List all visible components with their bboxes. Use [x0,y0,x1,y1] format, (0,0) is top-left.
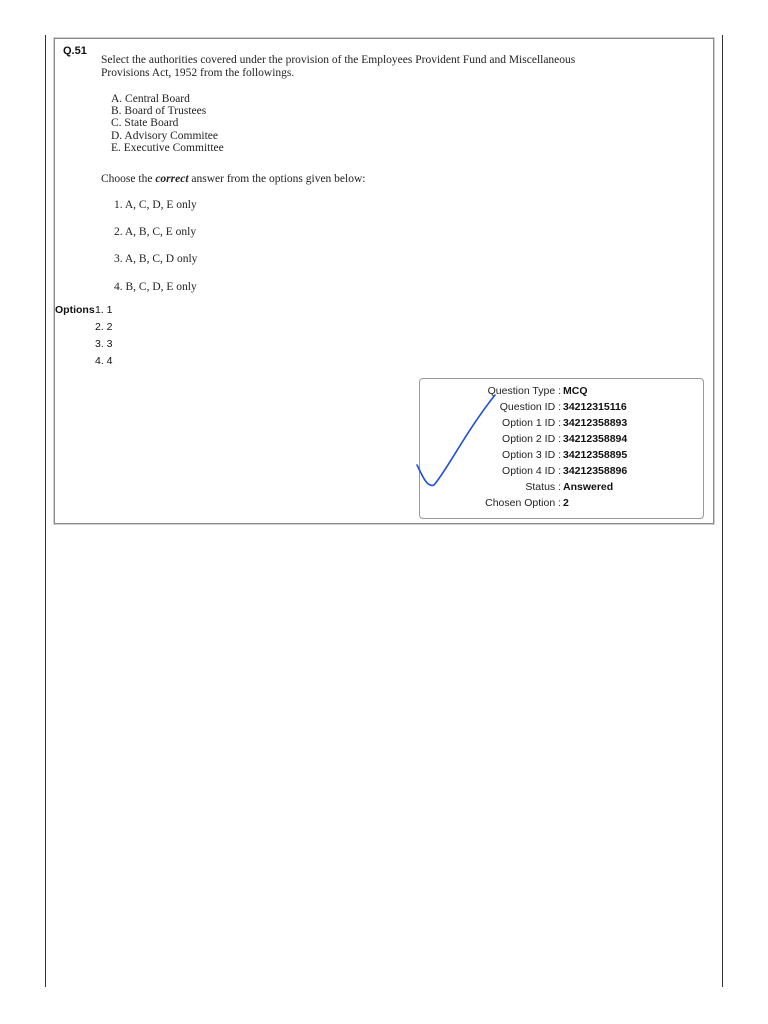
instruction-suffix: answer from the options given below: [191,173,366,185]
info-label: Status : [525,481,561,493]
option-item: 4. 4 [95,355,113,367]
list-item: C. State Board [111,117,179,130]
list-item: D. Advisory Commitee [111,129,219,142]
answer-choice-4: 4. B, C, D, E only [114,281,197,293]
list-item: B. Board of Trustees [111,105,207,118]
info-row-chosen-option [420,497,703,513]
instruction-prefix: Choose the [101,173,153,185]
option-item: 2. 2 [95,321,113,333]
info-label: Option 2 ID : [502,433,561,445]
page-left-border [45,35,46,987]
info-value: 34212358896 [563,465,628,477]
options-label: Options [55,304,95,316]
list-item: E. Executive Committee [111,141,224,154]
authority-list [111,93,224,154]
info-label: Option 3 ID : [502,449,561,461]
info-value: MCQ [563,385,588,397]
info-label: Chosen Option : [485,497,561,509]
option-item: 3. 3 [95,338,113,350]
correct-tick-mark-icon [412,370,502,490]
answer-choice-3: 3. A, B, C, D only [114,253,198,265]
question-text: Select the authorities covered under the provision of the Employees Provident Fund and Miscellaneous Provisions Act, 1952 from the followings. [101,54,576,79]
page-right-border [722,35,723,987]
info-label: Option 4 ID : [502,465,561,477]
list-item: A. Central Board [111,93,190,105]
option-item: 1. 1 [95,304,113,316]
question-number: Q.51 [63,45,87,57]
info-value: 34212358894 [563,433,628,445]
info-value: Answered [563,481,614,493]
info-value: 34212358895 [563,449,628,461]
info-label: Question Type : [487,385,561,397]
info-value: 2 [563,497,569,509]
instruction-text [101,173,365,185]
info-value: 34212358893 [563,417,628,429]
info-label: Question ID : [499,401,561,413]
info-value: 34212315116 [563,401,627,413]
info-label: Option 1 ID : [502,417,561,429]
instruction-emphasis: correct [155,173,189,185]
answer-choice-1: 1. A, C, D, E only [114,199,197,211]
question-card [54,38,714,524]
answer-choice-2: 2. A, B, C, E only [114,226,197,238]
